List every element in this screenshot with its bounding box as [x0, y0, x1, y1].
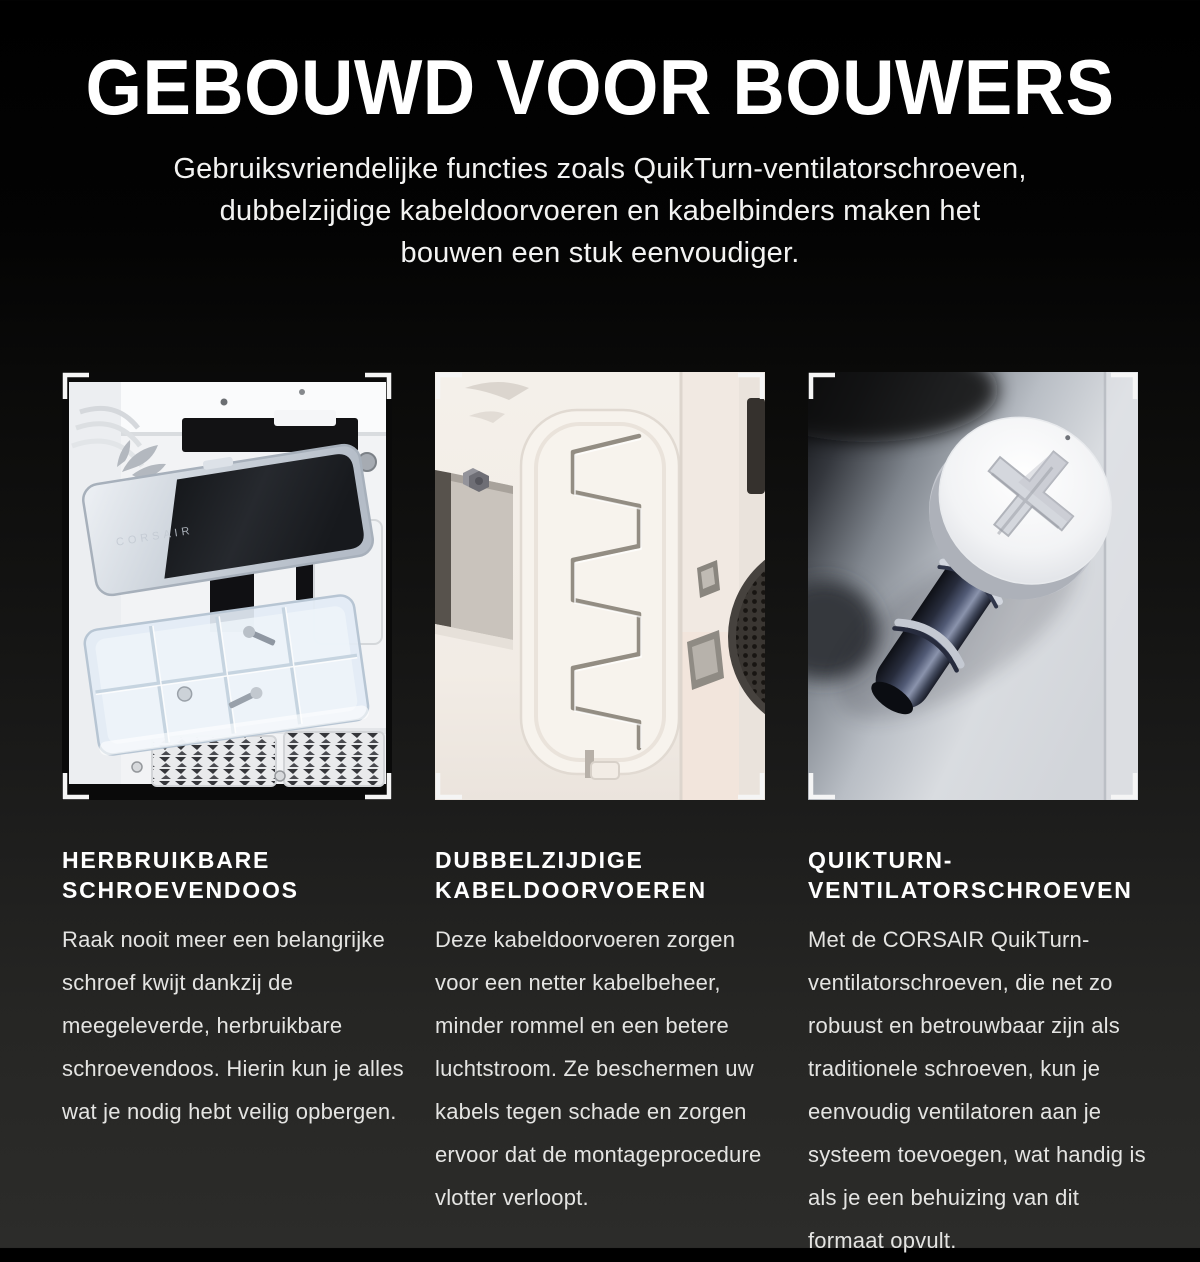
feature-screw-box	[62, 372, 404, 1262]
corsair-builders-section	[0, 43, 1200, 1253]
photo-quikturn-screw	[808, 372, 1138, 800]
lid-corsair-text: CORSAIR	[115, 524, 195, 549]
photo-reusable-screw-box	[62, 372, 392, 800]
feature-cable-routing	[435, 372, 765, 1262]
cable-routing-image	[435, 372, 765, 800]
feature-description: Met de CORSAIR QuikTurn-ventilatorschroeven, die net zo robuust en betrouwbaar zijn als traditionele schroeven, kun je eenvoudig ventilatoren aan je systeem toevoegen, wat handig is als je een behuizing van dit formaat opvult.	[808, 927, 1146, 1253]
feature-quikturn-screws	[808, 372, 1146, 1262]
subtitle-line: dubbelzijdige kabeldoorvoeren en kabelbinders maken het	[219, 195, 981, 227]
feature-heading: QUIKTURN-VENTILATORSCHROEVEN	[808, 847, 1133, 903]
feature-description: Deze kabeldoorvoeren zorgen voor een netter kabelbeheer, minder rommel en een betere luchtstroom. Ze beschermen uw kabels tegen schade en zorgen ervoor dat de montageprocedure vlotter verloopt.	[435, 927, 762, 1210]
feature-heading: HERBRUIKBARE SCHROEVENDOOS	[62, 847, 299, 903]
subtitle-line: bouwen een stuk eenvoudiger.	[400, 237, 800, 269]
page-subtitle	[0, 148, 1200, 274]
feature-heading: DUBBELZIJDIGE KABELDOORVOEREN	[435, 847, 707, 903]
feature-description: Raak nooit meer een belangrijke schroef kwijt dankzij de meegeleverde, herbruikbare schroevendoos. Hierin kun je alles wat je nodig hebt veilig opbergen.	[62, 927, 404, 1124]
quikturn-screw-image	[808, 372, 1138, 800]
reusable-screw-box-image	[62, 372, 392, 800]
page-title: GEBOUWD VOOR BOUWERS	[85, 43, 1115, 131]
photo-cable-routing	[435, 372, 765, 800]
feature-columns	[0, 372, 1200, 1262]
subtitle-line: Gebruiksvriendelijke functies zoals QuikTurn-ventilatorschroeven,	[173, 153, 1027, 185]
